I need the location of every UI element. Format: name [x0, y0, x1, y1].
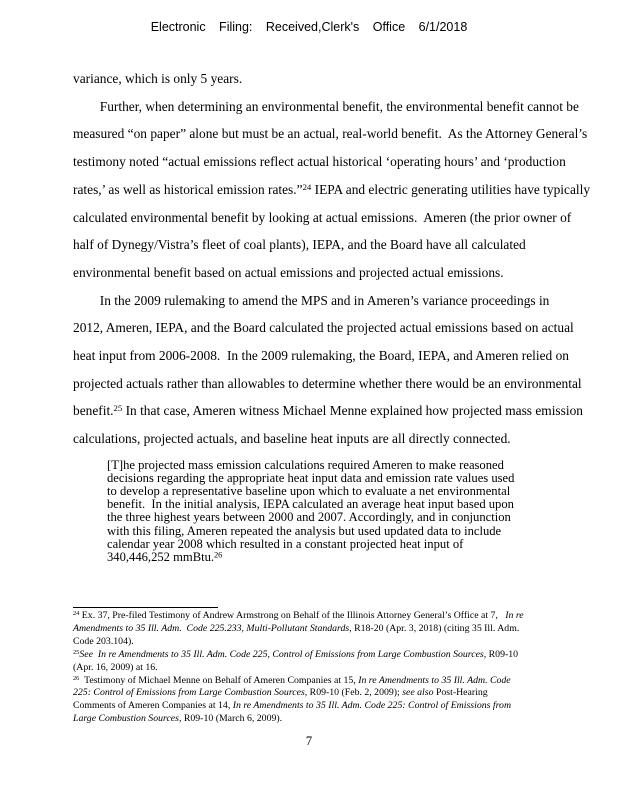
- footnote-line: [73, 610, 524, 621]
- footnote-line: [73, 662, 158, 673]
- text-segment: heat input from 2006-2008. In the 2009 rulemaking, the Board, IEPA, and Ameren relied on: [73, 348, 569, 363]
- text-segment: In that case, Ameren witness Michael Menne explained how projected mass emission: [122, 403, 583, 419]
- body-line: [73, 320, 574, 336]
- text-segment: 340,446,252 mmBtu.: [107, 549, 215, 564]
- body-line: [73, 71, 242, 87]
- text-segment: to develop a representative baseline upon which to evaluate a net environmental: [107, 484, 511, 499]
- text-segment: measured “on paper” alone but must be an actual, real-world benefit. As the Attorney General’s: [73, 126, 588, 142]
- text-segment: benefit. In the initial analysis, IEPA calculated an average heat input based upon: [107, 497, 514, 512]
- footnote-divider: [73, 607, 218, 608]
- body-line: [73, 376, 582, 392]
- text-segment: 2012, Ameren, IEPA, and the Board calculated the projected actual emissions based on actual: [73, 320, 574, 336]
- text-segment: Large Combustion Sources: [73, 713, 179, 725]
- footnote-line: [73, 687, 488, 698]
- body-line: [73, 431, 511, 447]
- text-segment: Code 203.104).: [73, 635, 134, 647]
- body-line: [73, 293, 549, 309]
- text-segment: (Apr. 16, 2009) at 16.: [73, 661, 158, 673]
- text-segment: the three highest years between 2000 and 2007. Accordingly, and in conjunction: [107, 510, 511, 525]
- body-line: [73, 237, 526, 253]
- footnote-line: [73, 675, 511, 686]
- footnote-reference: 24: [302, 181, 312, 192]
- text-segment: calculations, projected actuals, and baseline heat inputs are all directly connected.: [73, 431, 511, 447]
- body-line: [73, 126, 587, 142]
- body-line: [73, 99, 579, 115]
- footnote-line: [73, 623, 519, 634]
- text-segment: IEPA and electric generating utilities have typically: [311, 181, 591, 197]
- text-segment: Post-Hearing: [433, 687, 488, 699]
- footnote-line: [73, 700, 511, 711]
- text-segment: benefit.: [73, 403, 114, 419]
- text-segment: [T]he projected mass emission calculations required Ameren to make reasoned: [107, 458, 504, 472]
- footnote-reference: 26: [73, 674, 80, 682]
- footnote-line: [73, 636, 134, 647]
- text-segment: calendar year 2008 which resulted in a constant projected heat input of: [107, 536, 464, 551]
- body-line: [73, 348, 569, 364]
- body-line: [73, 154, 566, 170]
- text-segment: Further, when determining an environmental benefit, the environmental benefit cannot be: [73, 98, 579, 114]
- body-line: [73, 182, 590, 198]
- text-segment: projected actuals rather than allowables to determine whether there would be an environmental: [73, 375, 582, 391]
- text-segment: In re Amendments to 35 Ill. Adm. Code 225: Control of Emissions from: [232, 700, 512, 712]
- footnote-line: [73, 649, 518, 660]
- text-segment: see also: [402, 687, 434, 699]
- text-segment: Comments of Ameren Companies at 14,: [73, 700, 233, 712]
- footnote-reference: 25: [73, 648, 80, 656]
- text-segment: Amendments to 35 Ill. Adm. Code 225.233, Multi-Pollutant Standards: [73, 622, 350, 634]
- text-segment: environmental benefit based on actual emissions and projected actual emissions.: [73, 264, 504, 280]
- text-segment: decisions regarding the appropriate heat input data and emission rate values used: [107, 471, 515, 486]
- body-line: [73, 403, 583, 419]
- footnote-line: [73, 713, 282, 724]
- footnote-reference: 26: [214, 550, 223, 560]
- body-line: [73, 265, 504, 281]
- text-segment: variance, which is only 5 years.: [73, 71, 243, 86]
- text-segment: , R18-20 (Apr. 3, 2018) (citing 35 Ill. Adm.: [349, 622, 520, 634]
- quote-line: [107, 550, 222, 565]
- body-line: [73, 210, 571, 226]
- text-segment: , R09-10 (March 6, 2009).: [178, 713, 283, 725]
- filing-header: Electronic Filing: Received,Clerk's Office 6/1/2018: [150, 20, 468, 34]
- text-segment: In the 2009 rulemaking to amend the MPS and in Ameren’s variance proceedings in: [73, 292, 550, 308]
- text-segment: half of Dynegy/Vistra’s fleet of coal plants), IEPA, and the Board have all calculated: [73, 237, 526, 253]
- text-segment: 225: Control of Emissions from Large Combustion Sources: [73, 687, 305, 699]
- footnote-reference: 24: [73, 610, 80, 618]
- text-segment: rates,’ as well as historical emission rates.”: [73, 181, 303, 197]
- text-segment: , R09-10: [483, 648, 519, 660]
- text-segment: Testimony of Michael Menne on Behalf of Ameren Companies at 15,: [79, 674, 359, 686]
- footnote-reference: 25: [113, 403, 123, 414]
- text-segment: with this filing, Ameren repeated the analysis but used updated data to include: [107, 523, 502, 538]
- text-segment: testimony noted “actual emissions reflect actual historical ‘operating hours’ and ‘production: [73, 154, 566, 170]
- text-segment: , R09-10 (Feb. 2, 2009);: [304, 687, 403, 699]
- page-number: 7: [305, 734, 313, 748]
- text-segment: In re Amendments to 35 Ill. Adm. Code: [358, 674, 511, 686]
- text-segment: calculated environmental benefit by looking at actual emissions. Ameren (the prior owner of: [73, 209, 572, 225]
- text-segment: Ex. 37, Pre-filed Testimony of Andrew Armstrong on Behalf of the Illinois Attorney General’s Office at 7,: [79, 610, 506, 621]
- text-segment: In re: [505, 610, 524, 621]
- text-segment: See In re Amendments to 35 Ill. Adm. Code 225, Control of Emissions from Large Combustion Sources: [79, 648, 484, 660]
